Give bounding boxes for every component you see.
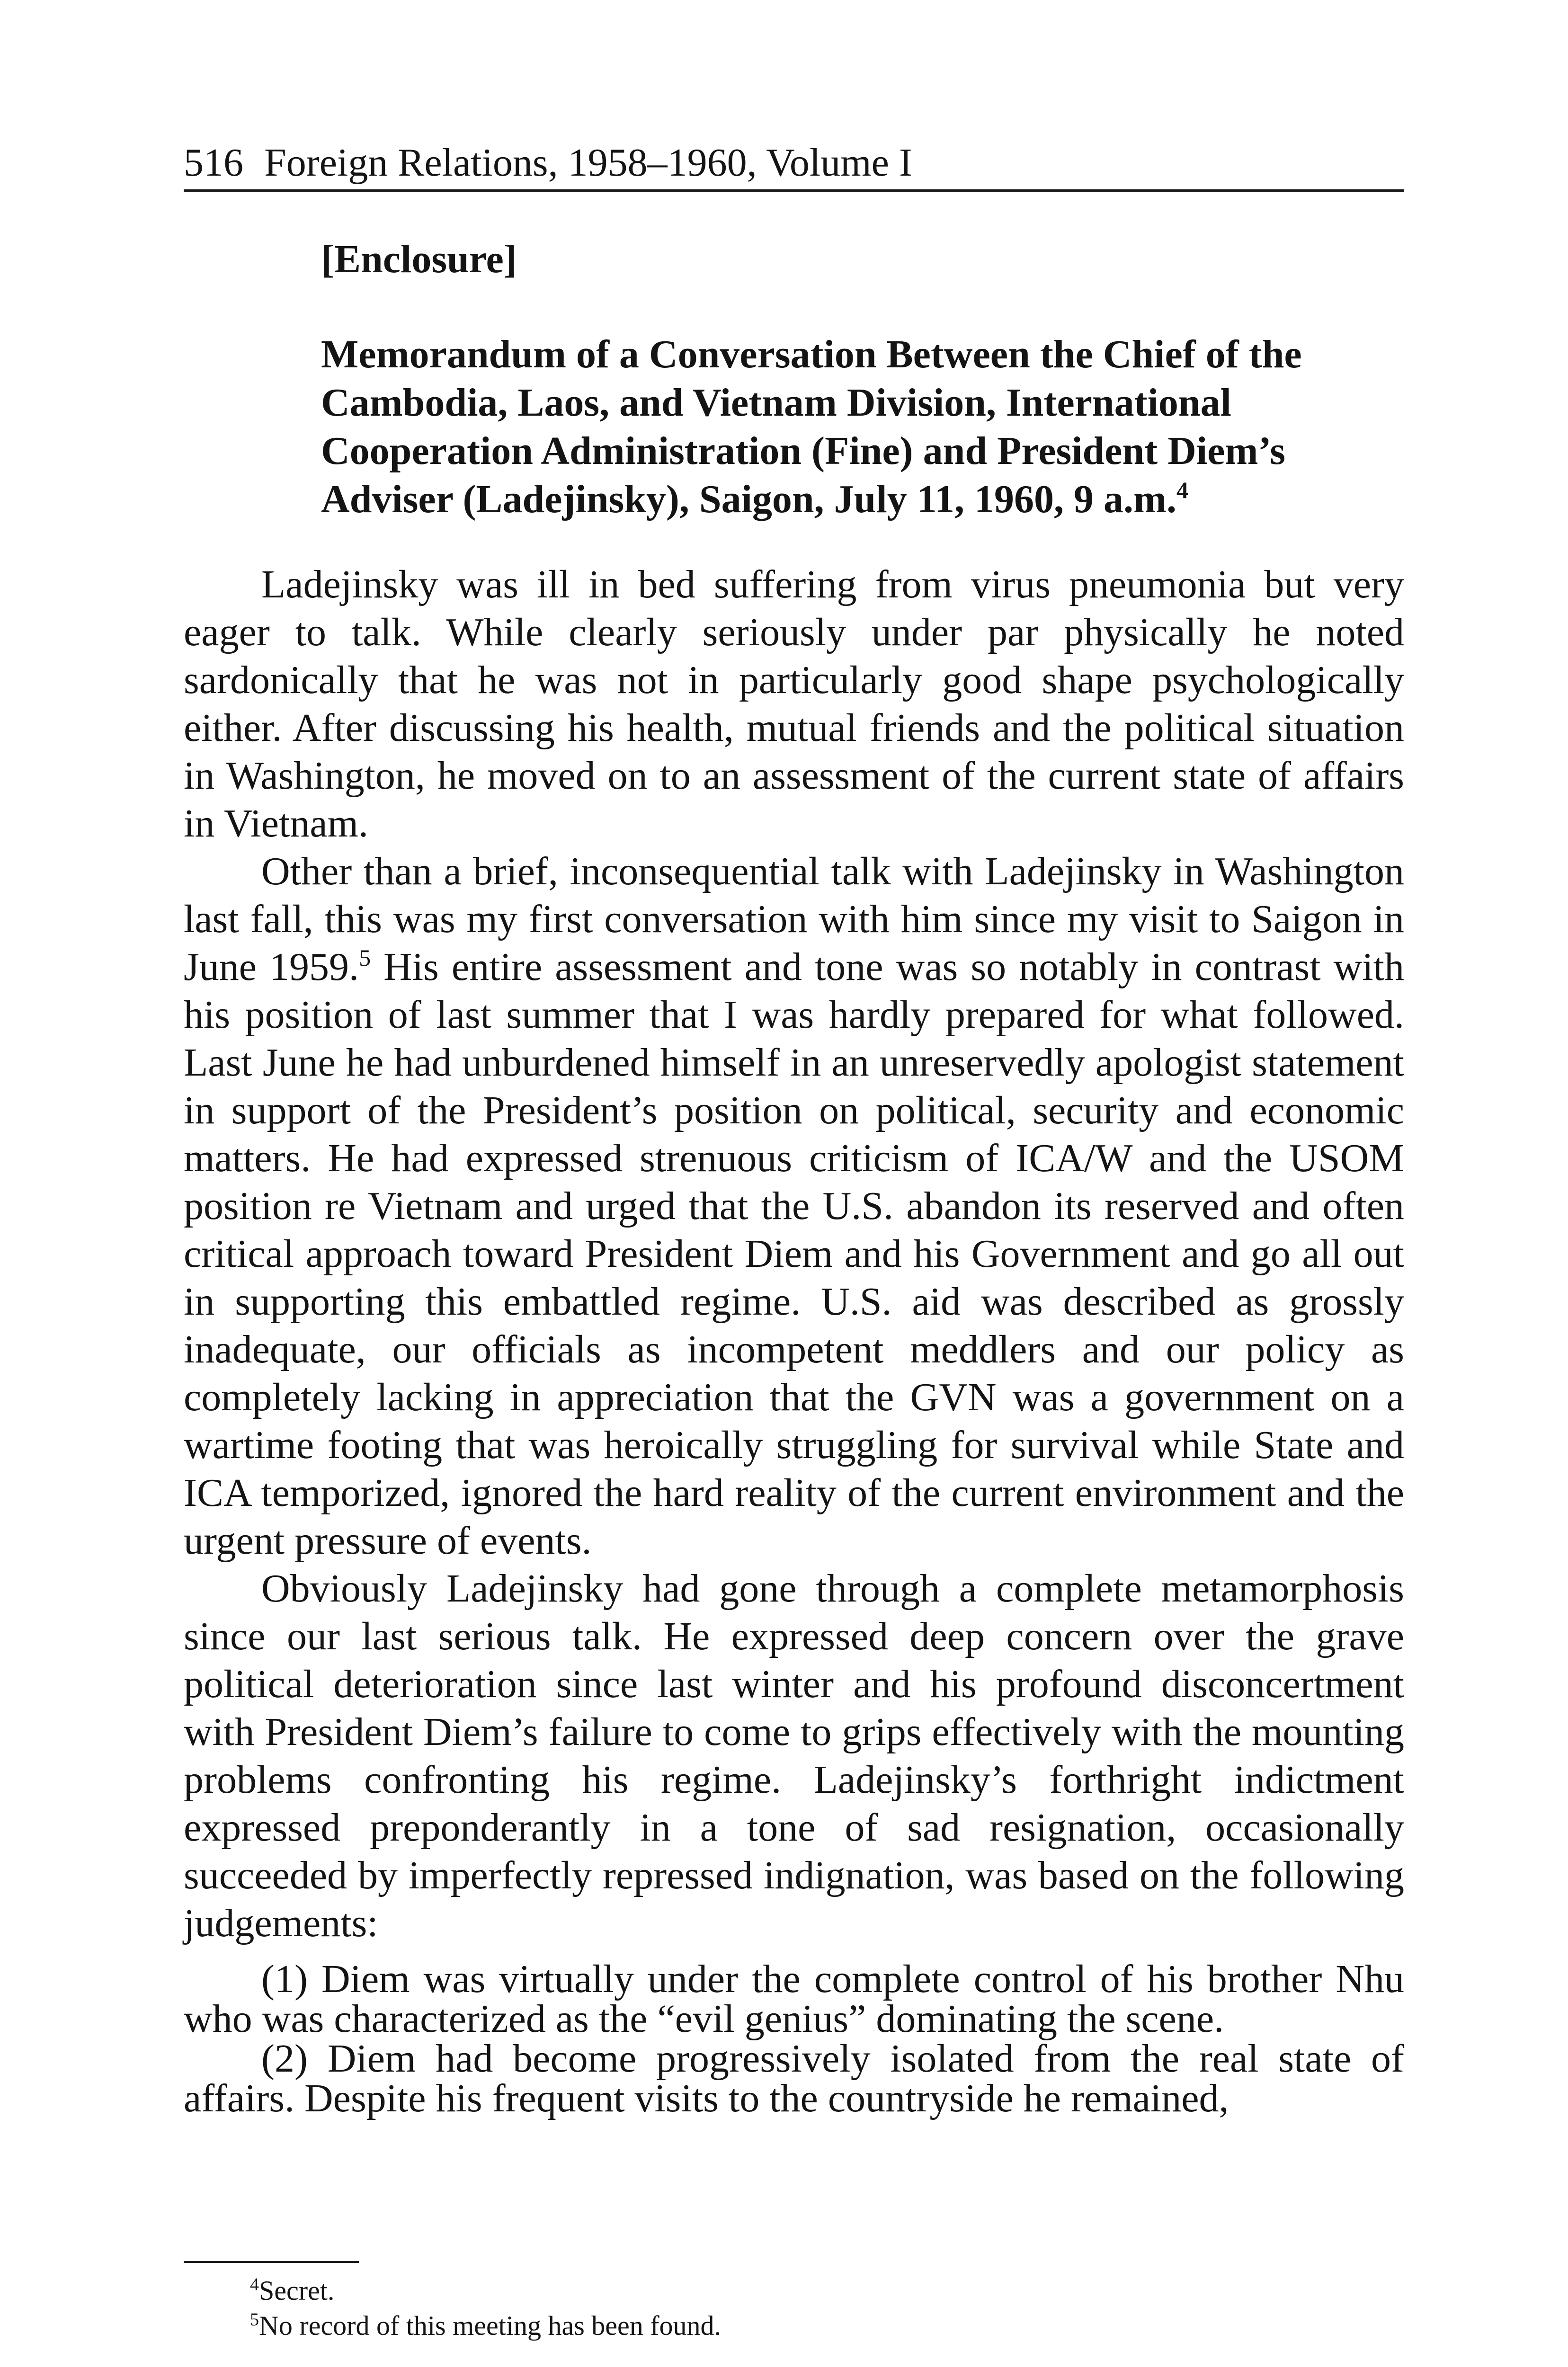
footnote-4 xyxy=(250,2273,1404,2308)
footnote-text: No record of this meeting has been found. xyxy=(259,2310,722,2341)
paragraph-3: Obviously Ladejinsky had gone through a complete metamorphosis since our last serious talk. He expressed deep concern over the grave political deterioration since last winter and his profound disconcertment with President Diem’s failure to come to grips effectively with the mounting problems confronting his regime. Ladejinsky’s forthright indictment expressed preponderantly in a tone of sad resignation, occasionally succeeded by imperfectly repressed indignation, was based on the following judgements: xyxy=(184,1566,1404,1945)
running-head xyxy=(184,136,1404,192)
paragraph-2 xyxy=(184,847,1404,1565)
body-text xyxy=(184,561,1404,2118)
running-head-title: Foreign Relations, 1958–1960, Volume I xyxy=(264,141,912,185)
footnotes xyxy=(184,2261,1404,2343)
footnote-ref-4: 4 xyxy=(1176,477,1189,503)
paragraph-1: Ladejinsky was ill in bed suffering from virus pneumonia but very eager to talk. While clearly seriously under par physically he noted sardonically that he was not in particularly good shape psychologically either. After discussing his health, mutual friends and the political situation in Washington, he moved on to an assessment of the current state of affairs in Vietnam. xyxy=(184,562,1404,845)
page-number: 516 xyxy=(184,141,243,185)
footnote-mark: 4 xyxy=(250,2275,259,2295)
document-title-text: Memorandum of a Conversation Between the Chief of the Cambodia, Laos, and Vietnam Division, International Cooperation Administration (Fine) and President Diem’s Adviser (Ladejinsky), Saigon, July 11, 1960, 9 a.m. xyxy=(321,332,1302,521)
list-item-2: (2) Diem had become progressively isolated from the real state of affairs. Despite his frequent visits to the countryside he remained, xyxy=(184,2037,1404,2120)
footnote-ref-5: 5 xyxy=(359,944,371,971)
footnote-divider xyxy=(184,2261,359,2263)
footnote-text: Secret. xyxy=(259,2275,335,2306)
paragraph-2-start: Other than a brief, inconsequential talk with Ladejinsky in Washington last fall, this was my first conversation with him since my visit to Saigon in June 1959. xyxy=(184,849,1404,989)
footnote-5 xyxy=(250,2308,1404,2343)
enclosure-label: [Enclosure] xyxy=(321,237,517,281)
list-item-1: (1) Diem was virtually under the complete control of his brother Nhu who was characterized as the “evil genius” dominating the scene. xyxy=(184,1957,1404,2041)
document-title xyxy=(321,330,1410,524)
footnote-mark: 5 xyxy=(250,2310,259,2330)
paragraph-2-rest: His entire assessment and tone was so notably in contrast with his position of last summer that I was hardly prepared for what followed. Last June he had unburdened himself in an unreservedly apologist statement in support of the President’s position on political, security and economic matters. He had expressed strenuous criticism of ICA/W and the USOM position re Vietnam and urged that the U.S. abandon its reserved and often critical approach toward President Diem and his Government and go all out in supporting this embattled regime. U.S. aid was described as grossly inadequate, our officials as incompetent meddlers and our policy as completely lacking in appreciation that the GVN was a government on a wartime footing that was heroically struggling for survival while State and ICA temporized, ignored the hard reality of the current environment and the urgent pressure of events. xyxy=(184,945,1404,1563)
